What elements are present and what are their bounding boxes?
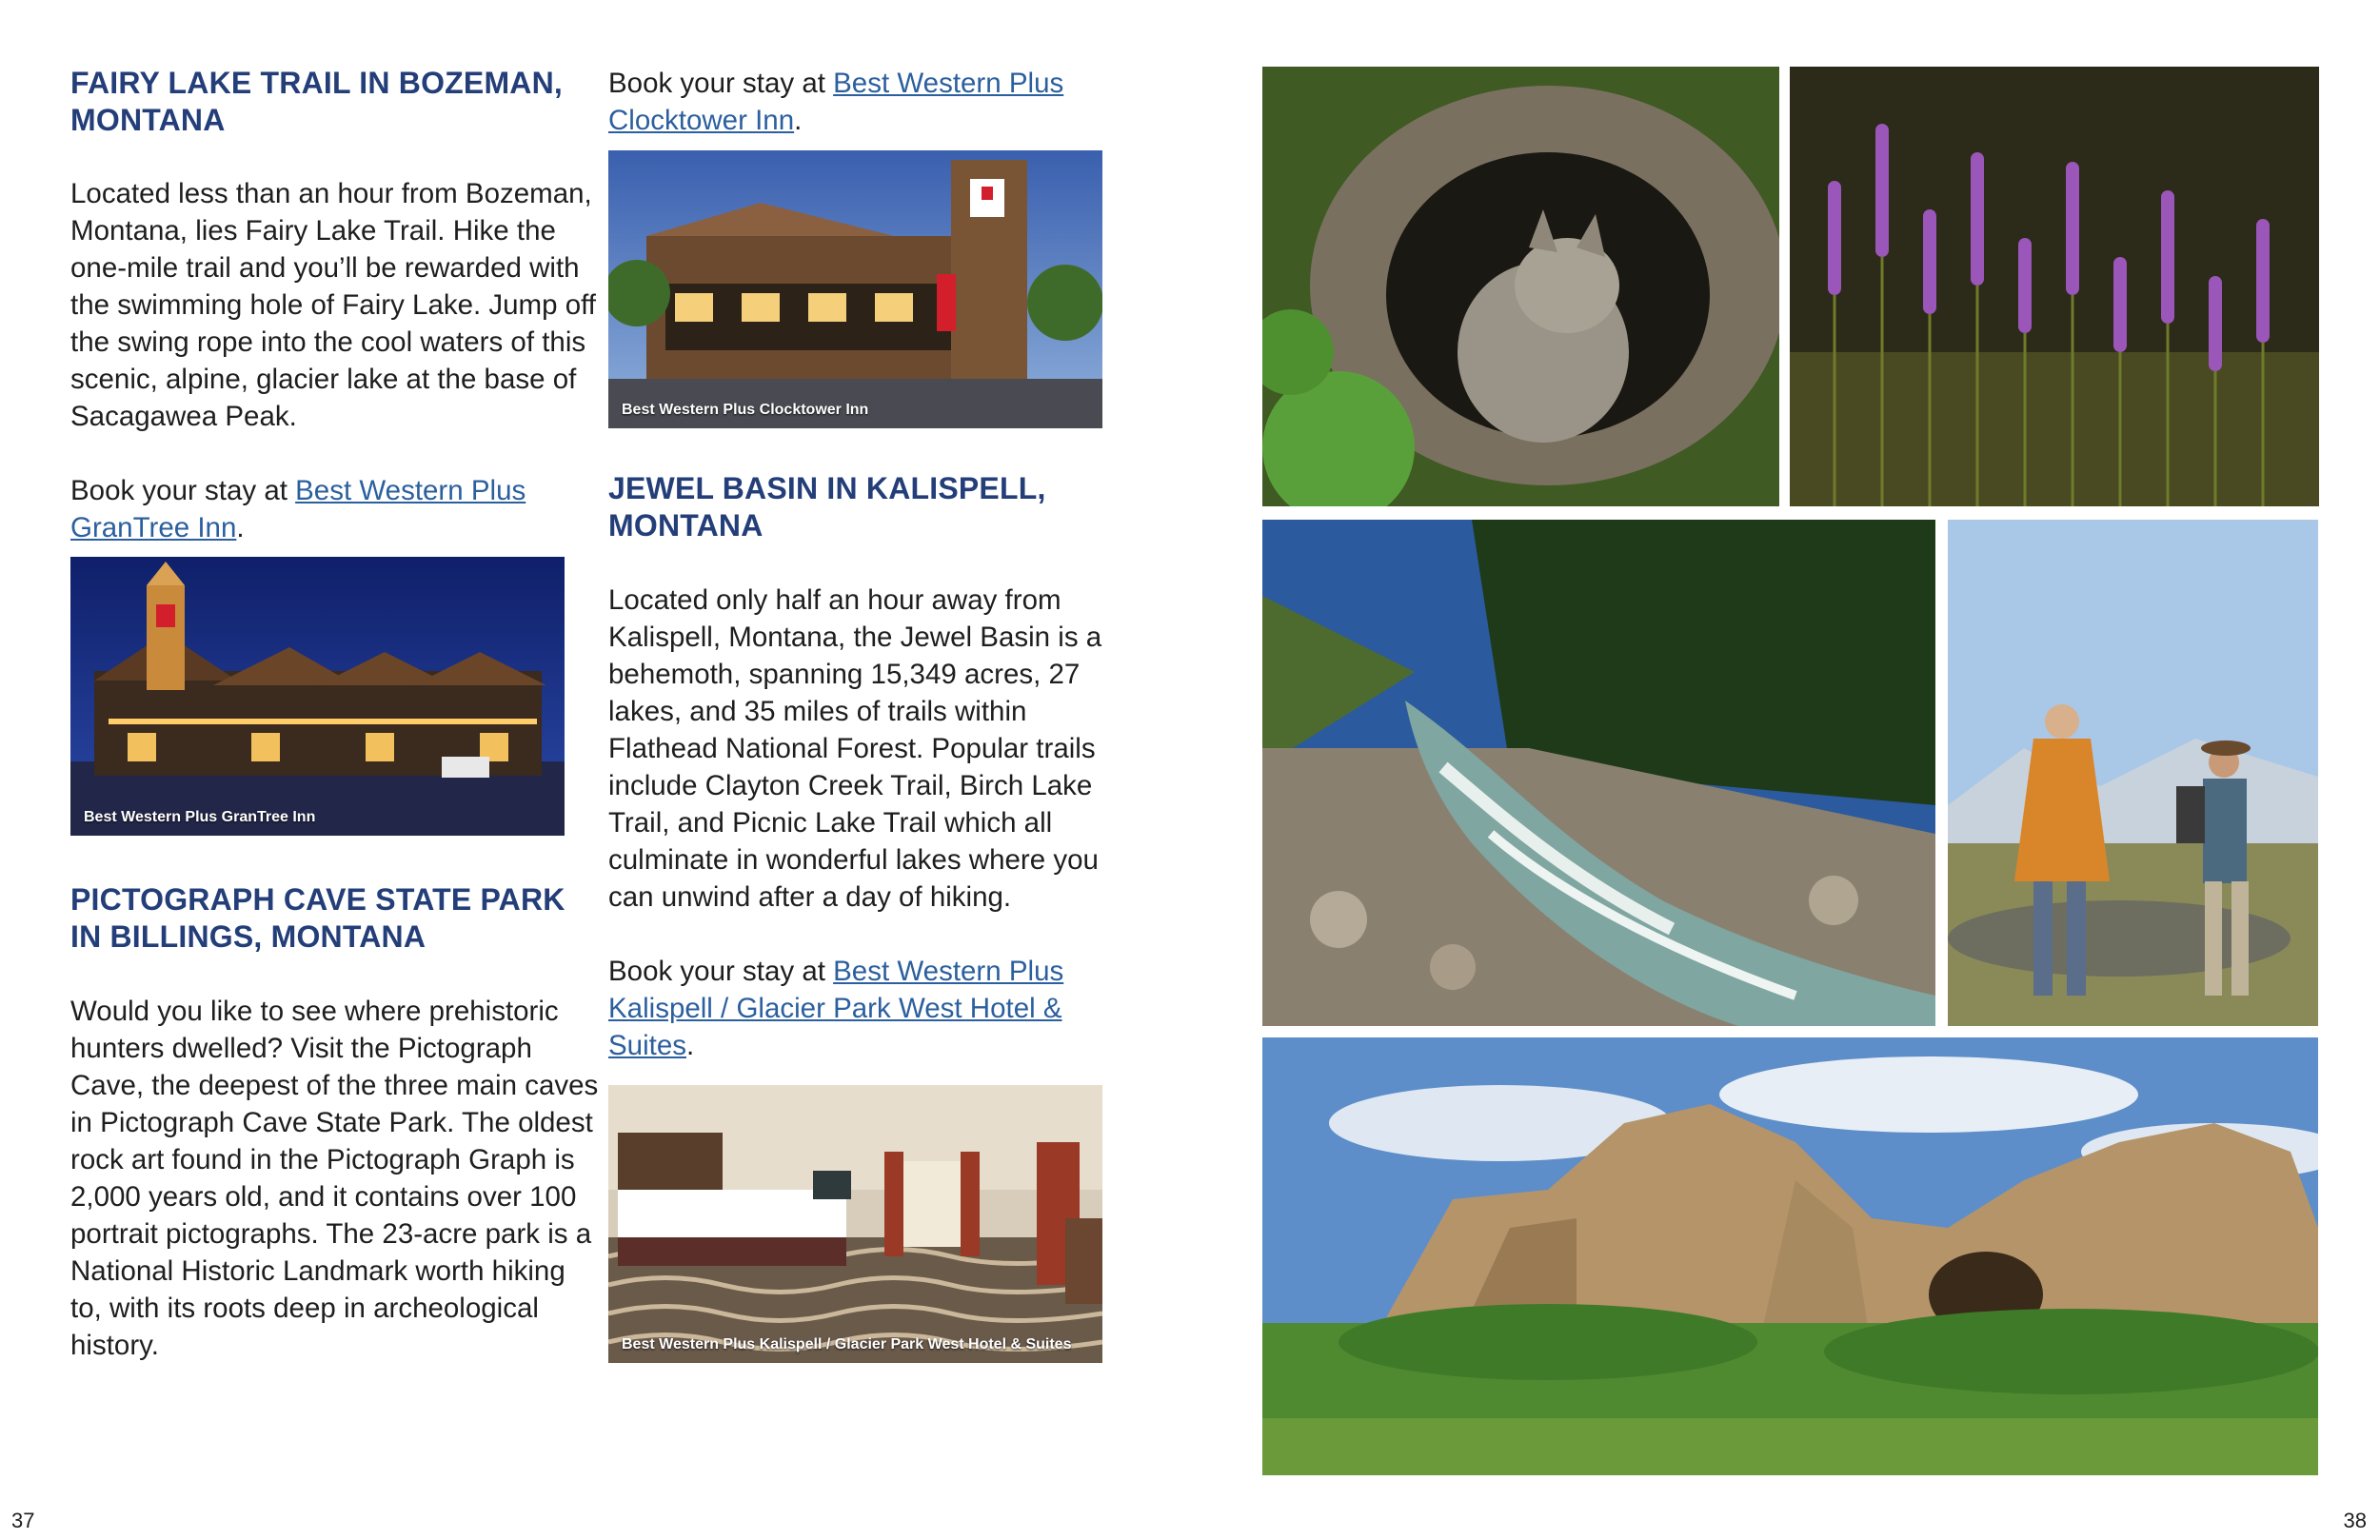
middle-column: [608, 65, 1141, 1363]
booking-suffix: .: [686, 1030, 695, 1061]
fairy-lake-booking-text: [70, 472, 604, 546]
hikers-photo: [1948, 520, 2318, 1026]
jewel-basin-booking-text: [608, 953, 1141, 1064]
kalispell-hotel-link[interactable]: Best Western Plus Kalispell / Glacier Park West Hotel & Suites: [608, 956, 1064, 1061]
jewel-basin-heading: JEWEL BASIN IN KALISPELL, MONTANA: [608, 471, 1046, 543]
booking-prefix: Book your stay at: [608, 68, 834, 99]
pictograph-cave-heading: PICTOGRAPH CAVE STATE PARK IN BILLINGS, MONTANA: [70, 882, 565, 954]
grantree-inn-link[interactable]: Best Western Plus GranTree Inn: [70, 475, 526, 543]
clocktower-inn-link[interactable]: Best Western Plus Clocktower Inn: [608, 68, 1064, 136]
page-number-left: 37: [11, 1509, 35, 1532]
booking-suffix: .: [794, 105, 803, 136]
grantree-inn-caption: Best Western Plus GranTree Inn: [84, 809, 316, 825]
left-column: [70, 65, 604, 1364]
booking-prefix: Book your stay at: [608, 956, 834, 987]
kalispell-hotel-caption: Best Western Plus Kalispell / Glacier Park West Hotel & Suites: [622, 1336, 1072, 1352]
booking-prefix: Book your stay at: [70, 475, 296, 506]
grantree-inn-photo: [70, 557, 565, 836]
fairy-lake-body: Located less than an hour from Bozeman, Montana, lies Fairy Lake Trail. Hike the one-mile trail and you’ll be rewarded with the swimming hole of Fairy Lake. Jump off the swing rope into the cool waters of this scenic, alpine, glacier lake at the base of Sacagawea Peak.: [70, 178, 597, 432]
lavender-flowers-photo: [1790, 67, 2319, 506]
fox-kit-in-log-photo: [1262, 67, 1779, 506]
kalispell-hotel-photo: [608, 1085, 1102, 1363]
clocktower-booking-text: [608, 65, 1141, 139]
pictograph-cave-body: Would you like to see where prehistoric hunters dwelled? Visit the Pictograph Cave, the deepest of the three main caves in Pictograph Cave State Park. The oldest rock art found in the Pictograph Graph is 2,000 years old, and it contains over 100 portrait pictographs. The 23-acre park is a National Historic Landmark worth hiking to, with its roots deep in archeological history.: [70, 996, 599, 1361]
pictograph-cave-cliffs-photo: [1262, 1037, 2318, 1475]
page-number-right: 38: [2343, 1509, 2367, 1532]
jewel-basin-body: Located only half an hour away from Kalispell, Montana, the Jewel Basin is a behemoth, spanning 15,349 acres, 27 lakes, and 35 miles of trails within Flathead National Forest. Popular trails include Clayton Creek Trail, Birch Lake Trail, and Picnic Lake Trail which all culminate in wonderful lakes where you can unwind after a day of hiking.: [608, 584, 1102, 913]
booking-suffix: .: [236, 512, 245, 543]
mountain-river-photo: [1262, 520, 1935, 1026]
fairy-lake-heading: FAIRY LAKE TRAIL IN BOZEMAN, MONTANA: [70, 66, 564, 137]
clocktower-inn-caption: Best Western Plus Clocktower Inn: [622, 402, 869, 418]
clocktower-inn-photo: [608, 150, 1102, 428]
